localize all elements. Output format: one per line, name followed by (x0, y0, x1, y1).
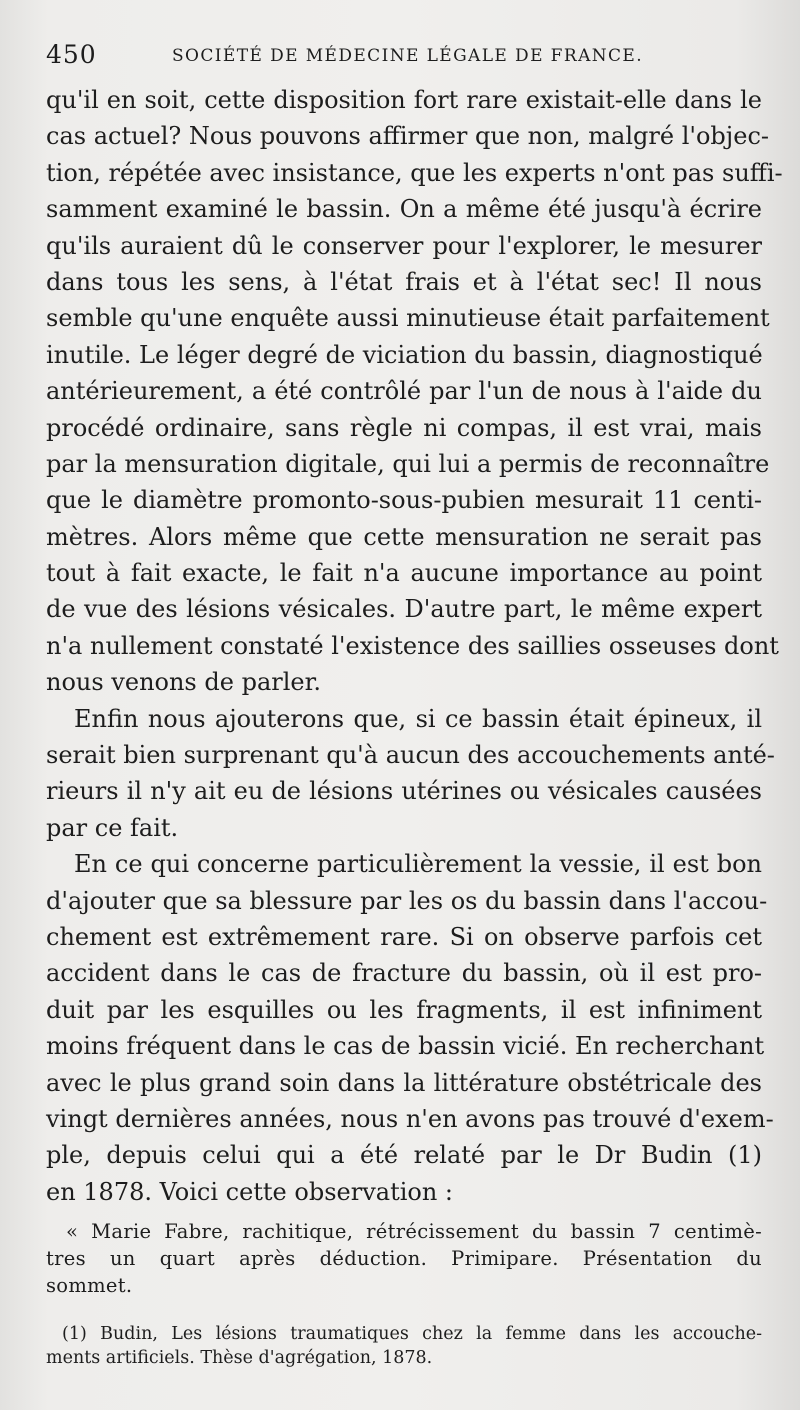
text-line: duit par les esquilles ou les fragments, il est infiniment (46, 995, 762, 1024)
footnote (46, 1322, 762, 1370)
text-line: tion, répétée avec insistance, que les experts n'ont pas suffi- (46, 158, 783, 187)
text-line: procédé ordinaire, sans règle ni compas, il est vrai, mais (46, 413, 762, 442)
body-text (46, 82, 783, 1210)
text-line: que le diamètre promonto-sous-pubien mesurait 11 centi- (46, 486, 762, 515)
text-line: avec le plus grand soin dans la littérature obstétricale des (46, 1068, 762, 1097)
text-line: inutile. Le léger degré de viciation du bassin, diagnostiqué (46, 340, 763, 369)
running-title: SOCIÉTÉ DE MÉDECINE LÉGALE DE FRANCE. (172, 46, 644, 66)
text-line: ple, depuis celui qui a été relaté par le Dr Budin (1) (46, 1141, 762, 1170)
quote-line: sommet. (46, 1274, 133, 1297)
text-line: dans tous les sens, à l'état frais et à l'état sec! Il nous (46, 267, 762, 296)
quote-line: « Marie Fabre, rachitique, rétrécissement du bassin 7 centimè- (66, 1220, 762, 1243)
footnote-line: ments artificiels. Thèse d'agrégation, 1878. (46, 1348, 433, 1368)
quoted-observation (46, 1218, 762, 1299)
quote-line: tres un quart après déduction. Primipare. Présentation du (46, 1247, 762, 1270)
text-line: de vue des lésions vésicales. D'autre part, le même expert (46, 595, 762, 624)
paragraph-start-line: Enfin nous ajouterons que, si ce bassin était épineux, il (74, 704, 762, 733)
text-line: en 1878. Voici cette observation : (46, 1177, 454, 1206)
text-line: qu'il en soit, cette disposition fort rare existait-elle dans le (46, 86, 762, 114)
text-line: nous venons de parler. (46, 668, 322, 697)
text-line: accident dans le cas de fracture du bassin, où il est pro- (46, 959, 762, 988)
text-line: d'ajouter que sa blessure par les os du bassin dans l'accou- (46, 886, 768, 915)
page-number: 450 (46, 40, 97, 69)
text-line: serait bien surprenant qu'à aucun des accouchements anté- (46, 741, 775, 770)
text-line: cas actuel? Nous pouvons affirmer que non, malgré l'objec- (46, 122, 769, 151)
text-line: par la mensuration digitale, qui lui a permis de reconnaître (46, 449, 770, 478)
text-line: semble qu'une enquête aussi minutieuse était parfaitement (46, 304, 770, 333)
text-line: mètres. Alors même que cette mensuration ne serait pas (46, 522, 762, 551)
paragraph-start-line: En ce qui concerne particulièrement la vessie, il est bon (74, 850, 762, 879)
text-line: par ce fait. (46, 813, 179, 842)
page-header (46, 40, 766, 76)
text-line: n'a nullement constaté l'existence des saillies osseuses dont (46, 631, 779, 660)
text-line: tout à fait exacte, le fait n'a aucune importance au point (46, 559, 762, 588)
text-line: moins fréquent dans le cas de bassin vicié. En recherchant (46, 1032, 765, 1061)
text-line: chement est extrêmement rare. Si on observe parfois cet (46, 922, 762, 951)
text-line: samment examiné le bassin. On a même été jusqu'à écrire (46, 195, 762, 224)
text-line: qu'ils auraient dû le conserver pour l'explorer, le mesurer (46, 231, 762, 260)
text-line: antérieurement, a été contrôlé par l'un de nous à l'aide du (46, 377, 762, 406)
footnote-line: (1) Budin, Les lésions traumatiques chez la femme dans les accouche- (62, 1324, 762, 1344)
text-line: rieurs il n'y ait eu de lésions utérines ou vésicales causées (46, 777, 762, 806)
text-line: vingt dernières années, nous n'en avons pas trouvé d'exem- (46, 1104, 774, 1133)
